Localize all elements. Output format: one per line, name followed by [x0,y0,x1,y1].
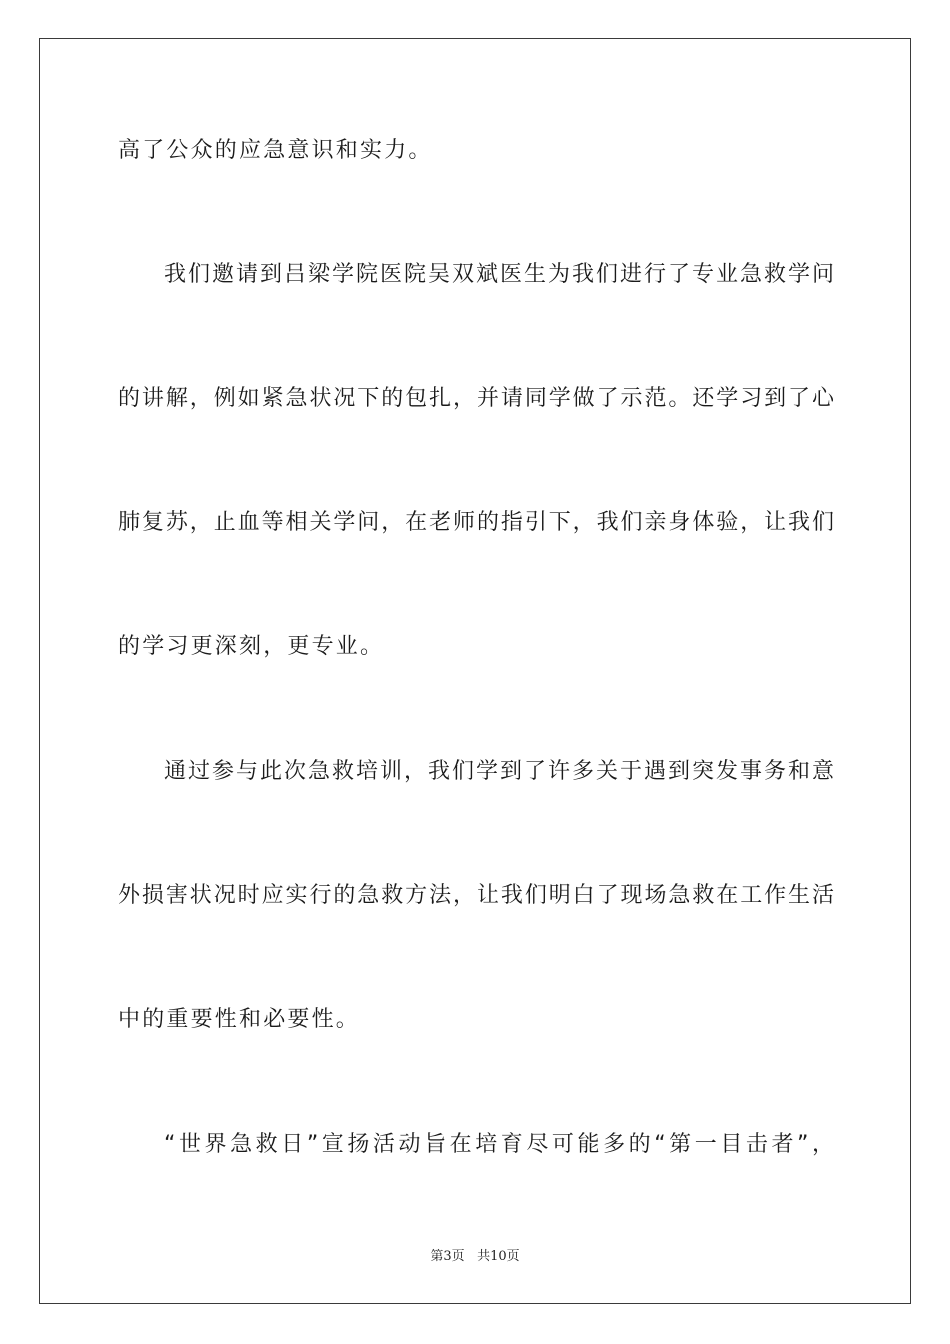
page-number: 第3页 [430,1249,465,1264]
text-line: 中的重要性和必要性。 [118,1007,361,1032]
text-line: 我们邀请到吕梁学院医院吴双斌医生为我们进行了专业急救学问 [164,262,834,287]
page-footer [0,1248,950,1266]
page-total: 共10页 [477,1249,520,1264]
text-line: 高了公众的应急意识和实力。 [118,138,433,163]
text-line: 肺复苏，止血等相关学问，在老师的指引下，我们亲身体验，让我们 [118,510,834,535]
page-frame [39,38,911,1304]
text-line: “世界急救日”宣扬活动旨在培育尽可能多的“第一目击者”， [164,1132,834,1157]
text-line: 的讲解，例如紧急状况下的包扎，并请同学做了示范。还学习到了心 [118,386,834,411]
text-line: 的学习更深刻，更专业。 [118,634,385,659]
text-line: 外损害状况时应实行的急救方法，让我们明白了现场急救在工作生活 [118,883,834,908]
text-line: 通过参与此次急救培训，我们学到了许多关于遇到突发事务和意 [164,759,834,784]
